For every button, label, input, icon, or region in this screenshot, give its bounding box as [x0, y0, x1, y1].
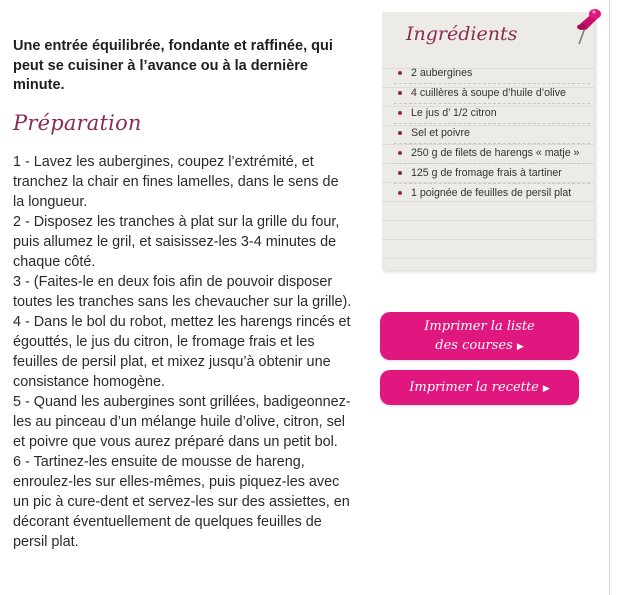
button-label-line1: Imprimer la liste: [424, 319, 535, 334]
step-1: 1 - Lavez les aubergines, coupez l’extrémité, et tranchez la chair en fines lamelles, dans le sens de la longueur.: [13, 154, 339, 210]
ingredient-item: 1 poignée de feuilles de persil plat: [394, 183, 590, 203]
button-label-line2: des courses ▶: [435, 338, 524, 353]
pushpin-icon: [570, 4, 602, 48]
step-2: 2 - Disposez les tranches à plat sur la grille du four, puis allumez le gril, et saisissez-les 3-4 minutes de chaque côté.: [13, 214, 340, 270]
preparation-title: Préparation: [13, 111, 142, 135]
bullet-icon: [398, 111, 402, 115]
intro-line: minute.: [13, 77, 65, 93]
bullet-icon: [398, 151, 402, 155]
intro-line: Une entrée équilibrée, fondante et raffinée, qui: [13, 38, 333, 54]
bullet-icon: [398, 171, 402, 175]
ingredient-item: Sel et poivre: [394, 123, 590, 143]
bullet-icon: [398, 91, 402, 95]
ingredient-item: 4 cuillères à soupe d’huile d’olive: [394, 83, 590, 103]
bullet-icon: [398, 71, 402, 75]
ingredient-item: Le jus d’ 1/2 citron: [394, 103, 590, 123]
step-4: 4 - Dans le bol du robot, mettez les harengs rincés et égouttés, le jus du citron, le fromage frais et les feuilles de persil plat, et mixez jusqu’à obtenir une consistance homogène.: [13, 314, 351, 390]
bullet-icon: [398, 131, 402, 135]
ingredients-title: Ingrédients: [406, 23, 518, 45]
ingredient-item: 125 g de fromage frais à tartiner: [394, 163, 590, 183]
page-right-border: [609, 0, 610, 595]
recipe-intro: [13, 37, 363, 96]
step-6: 6 - Tartinez-les ensuite de mousse de hareng, enroulez-les sur elles-mêmes, puis piquez-les avec un pic à cure-dent et servez-les sur des assiettes, en décorant éventuellement de quelques feuilles de persil plat.: [13, 454, 350, 550]
print-shopping-list-button[interactable]: [380, 312, 579, 360]
arrow-right-icon: ▶: [542, 384, 550, 394]
preparation-steps: [13, 152, 353, 552]
ingredient-item: 250 g de filets de harengs « matje »: [394, 143, 590, 163]
step-5: 5 - Quand les aubergines sont grillées, badigeonnez-les au pinceau d’un mélange huile d’olive, citron, sel et poivre que vous aurez préparé dans un petit bol.: [13, 394, 351, 450]
ingredients-list: [394, 64, 590, 203]
button-label: Imprimer la recette: [409, 380, 539, 395]
ingredient-item: 2 aubergines: [394, 64, 590, 83]
print-recipe-button[interactable]: [380, 370, 579, 405]
step-3: 3 - (Faites-le en deux fois afin de pouvoir disposer toutes les tranches sans les chevaucher sur la grille).: [13, 274, 352, 310]
intro-line: peut se cuisiner à l’avance ou à la dernière: [13, 57, 308, 74]
arrow-right-icon: ▶: [516, 342, 524, 352]
ingredients-card: [382, 12, 594, 270]
bullet-icon: [398, 191, 402, 195]
